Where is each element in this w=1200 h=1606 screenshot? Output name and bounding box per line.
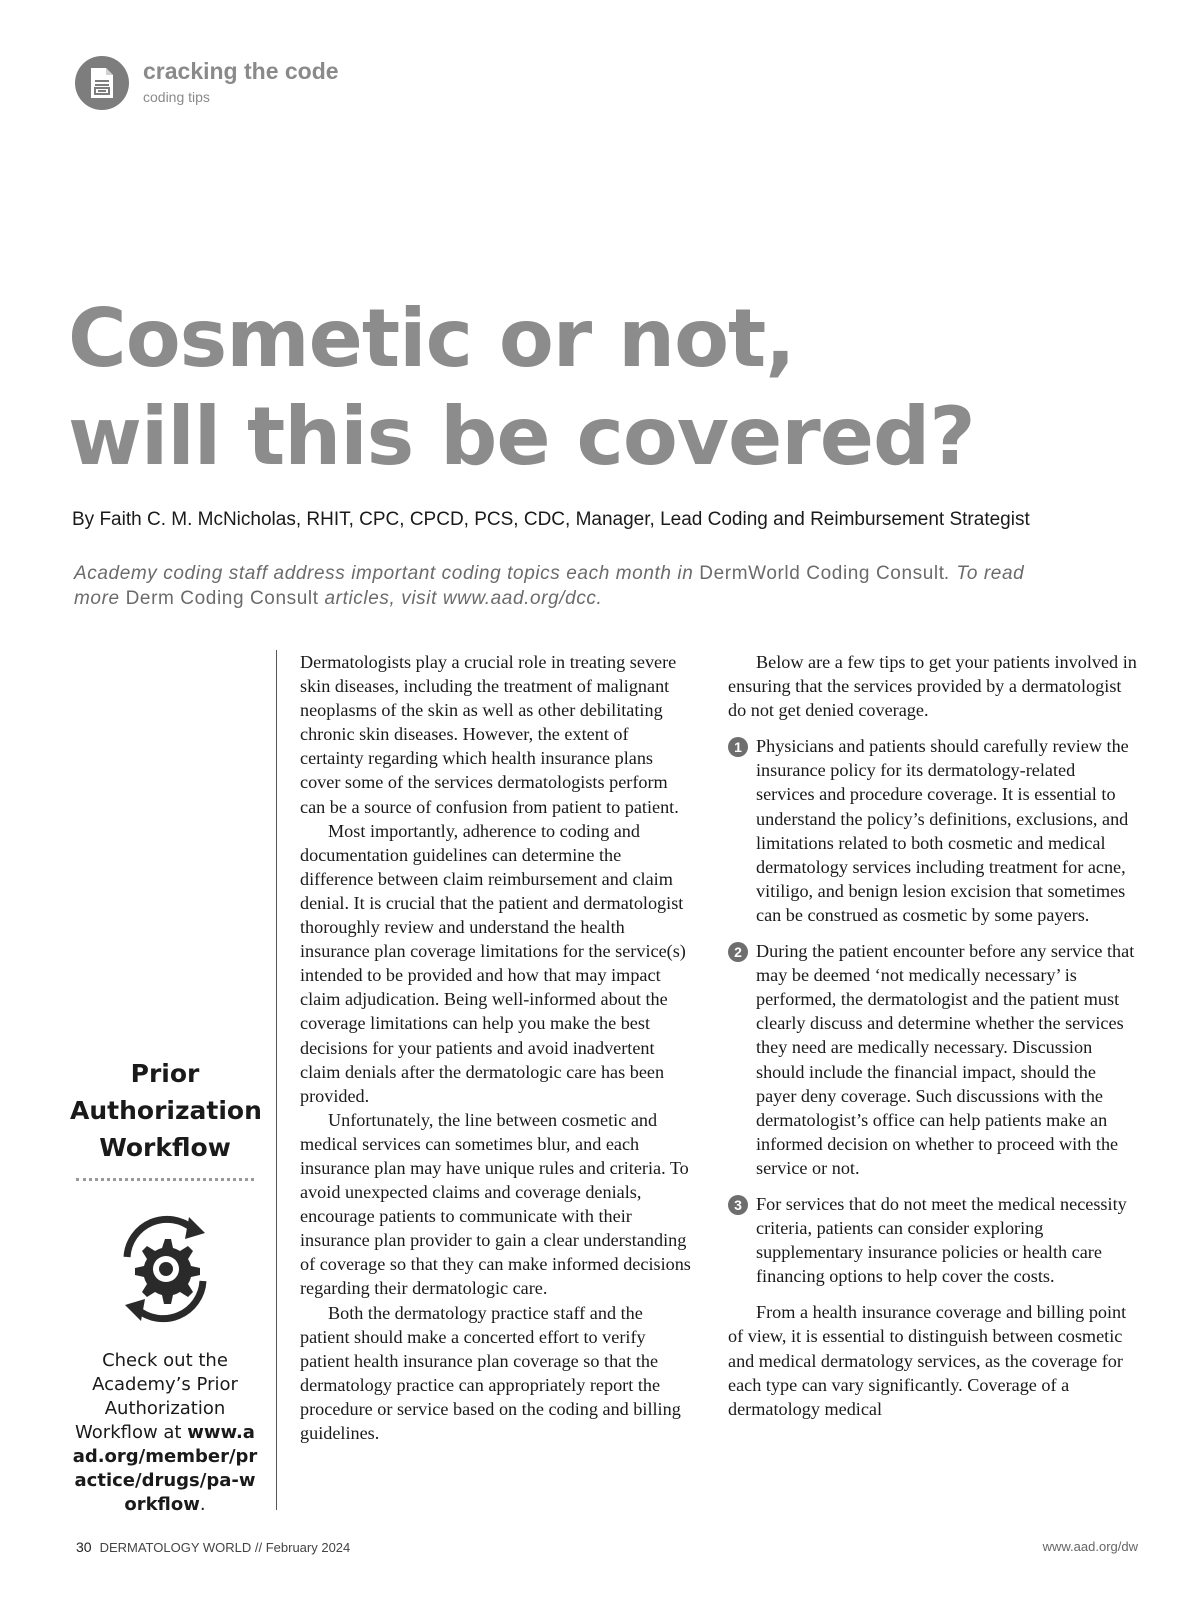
- byline: By Faith C. M. McNicholas, RHIT, CPC, CPCD, PCS, CDC, Manager, Lead Coding and Reimbursement Strategist: [72, 509, 1030, 530]
- paragraph: From a health insurance coverage and billing point of view, it is essential to distinguish between cosmetic and medical dermatology services, as the coverage for each type can vary significantly. Coverage of a dermatology medical: [728, 1302, 1127, 1419]
- intro-publication-2: Derm Coding Consult: [125, 588, 319, 609]
- tip-text: During the patient encounter before any service that may be deemed ‘not medically necessary’ is performed, the dermatologist and the patient must clearly discuss and determine whether the services they need are medically necessary. Discussion should include the financial impact, should the payer deny coverage. Such discussions with the dermatologist’s office can help patients make an informed decision on whether to proceed with the service or not.: [756, 941, 1135, 1178]
- section-header: [75, 56, 475, 114]
- section-subtitle: coding tips: [143, 89, 210, 105]
- intro-text-2: . To read more: [74, 563, 1025, 609]
- footer-left: [76, 1539, 350, 1555]
- page-number: 30: [76, 1539, 92, 1555]
- workflow-link[interactable]: www.aad.org/member/practice/drugs/pa-workflow: [72, 1422, 258, 1515]
- paragraph: Unfortunately, the line between cosmetic and medical services can sometimes blur, and each insurance plan may have unique rules and criteria. To avoid unexpected claims and coverage denials, encourage patients to communicate with their insurance plan provider to gain a clear understanding of coverage so that they can make informed decisions regarding their dermatologic care.: [300, 1109, 691, 1299]
- publication-name: DERMATOLOGY WORLD // February 2024: [99, 1540, 351, 1555]
- tip-item: [728, 734, 1138, 927]
- intro-text-3: articles, visit www.aad.org/dcc.: [318, 588, 603, 609]
- sidebar-title-line-2: Authorization: [70, 1096, 262, 1125]
- intro-publication-1: DermWorld Coding Consult: [699, 563, 945, 584]
- sidebar-text: [70, 1349, 260, 1517]
- tip-number-badge: 2: [728, 942, 748, 962]
- paragraph: Most importantly, adherence to coding and documentation guidelines can determine the difference between claim reimbursement and claim denial. It is crucial that the patient and dermatologist thoroughly review and understand the health insurance plan coverage limitations for the service(s) intended to be provided and how that may impact claim adjudication. Being well-informed about the coverage limitations can help you make the best decisions for your patients and avoid inadvertent claim denials after the dermatologic care has been provided.: [300, 820, 686, 1106]
- sidebar-title-line-1: Prior: [130, 1059, 200, 1088]
- headline-line-2: will this be covered?: [68, 390, 975, 483]
- article-column-1: [300, 650, 695, 1445]
- paragraph: Both the dermatology practice staff and the patient should make a concerted effort to verify patient health insurance plan coverage so that the dermatology practice can appropriately report the procedure or service based on the coding and billing guidelines.: [300, 1302, 681, 1443]
- intro-text-1: Academy coding staff address important coding topics each month in: [74, 563, 700, 584]
- gear-cycle-icon: [105, 1209, 225, 1329]
- article-column-2: [728, 650, 1138, 1421]
- article-headline: [68, 290, 1148, 486]
- sidebar-description: Check out the Academy’s Prior Authorization Workflow at: [75, 1350, 238, 1443]
- sidebar-title: [70, 1055, 260, 1166]
- tip-text: Physicians and patients should carefully review the insurance policy for its dermatology-related services and procedure coverage. It is essential to understand the policy’s definitions, exclusions, and limitations related to both cosmetic and medical dermatology services including treatment for acne, vitiligo, and benign lesion excision that sometimes can be construed as cosmetic by some payers.: [756, 736, 1129, 925]
- section-title: cracking the code: [143, 58, 339, 84]
- sidebar: [70, 1055, 260, 1517]
- sidebar-divider: [276, 650, 277, 1510]
- tip-item: [728, 939, 1138, 1180]
- footer-url[interactable]: www.aad.org/dw: [1042, 1539, 1138, 1554]
- document-icon: [75, 56, 129, 110]
- sidebar-end: .: [199, 1494, 206, 1515]
- dotted-divider: [76, 1178, 254, 1181]
- headline-line-1: Cosmetic or not,: [68, 292, 795, 385]
- tip-number-badge: 1: [728, 737, 748, 757]
- sidebar-title-line-3: Workflow: [99, 1133, 231, 1162]
- tip-text: For services that do not meet the medical necessity criteria, patients can consider exploring supplementary insurance policies or health care financing options to help cover the costs.: [756, 1193, 1127, 1287]
- tip-number-badge: 3: [728, 1195, 748, 1215]
- tips-intro: Below are a few tips to get your patients involved in ensuring that the services provided by a dermatologist do not get denied coverage.: [728, 652, 1137, 721]
- paragraph: Dermatologists play a crucial role in treating severe skin diseases, including the treatment of malignant neoplasms of the skin as well as other debilitating chronic skin diseases. However, the extent of certainty regarding which health insurance plans cover some of the services dermatologists perform can be a source of confusion from patient to patient.: [300, 652, 679, 817]
- intro-note: [74, 561, 1074, 611]
- tip-item: [728, 1192, 1138, 1288]
